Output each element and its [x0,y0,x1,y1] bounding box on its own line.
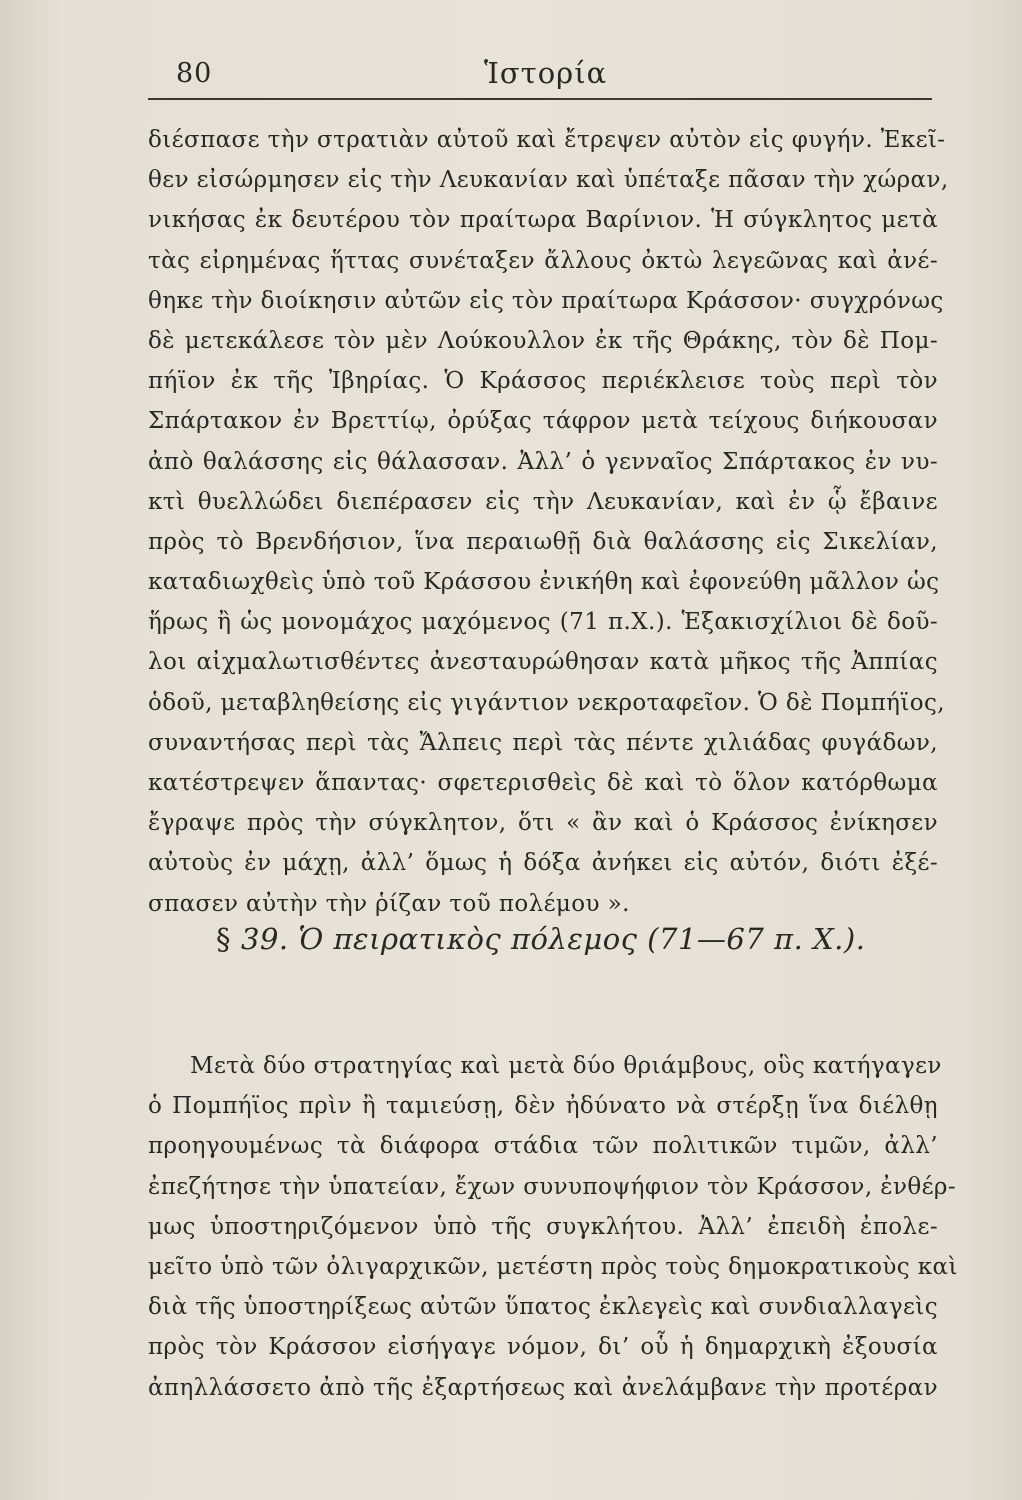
text-line: αὐτοὺς ἐν μάχῃ, ἀλλ’ ὅμως ἡ δόξα ἀνήκει εἰς αὐτόν, διότι ἐξέ- [148,850,938,877]
text-line: δὲ μετεκάλεσε τὸν μὲν Λούκουλλον ἐκ τῆς Θράκης, τὸν δὲ Πομ- [148,327,938,354]
text-line: ὁδοῦ, μεταβληθείσης εἰς γιγάντιον νεκροταφεῖον. Ὁ δὲ Πομπήϊος, [148,689,945,716]
text-line: διέσπασε τὴν στρατιὰν αὐτοῦ καὶ ἔτρεψεν αὐτὸν εἰς φυγήν. Ἐκεῖ- [148,127,946,153]
text-line: προηγουμένως τὰ διάφορα στάδια τῶν πολιτικῶν τιμῶν, ἀλλ’ [148,1133,938,1160]
text-line: κατέστρεψεν ἅπαντας· σφετερισθεὶς δὲ καὶ τὸ ὅλον κατόρθωμα [148,770,938,796]
text-line: ἐπεζήτησε τὴν ὑπατείαν, ἔχων συνυποψήφιον τὸν Κράσσον, ἐνθέρ- [148,1173,957,1200]
text-line: ἥρως ἢ ὡς μονομάχος μαχόμενος (71 π.Χ.). Ἑξακισχίλιοι δὲ δοῦ- [148,609,938,636]
text-line: καταδιωχθεὶς ὑπὸ τοῦ Κράσσου ἐνικήθη καὶ ἐφονεύθη μᾶλλον ὡς [148,569,940,596]
text-line: πρὸς τὸ Βρενδήσιον, ἵνα περαιωθῇ διὰ θαλάσσης εἰς Σικελίαν, [148,528,938,555]
text-line: συναντήσας περὶ τὰς Ἄλπεις περὶ τὰς πέντε χιλιάδας φυγάδων, [148,729,938,756]
text-line: λοι αἰχμαλωτισθέντες ἀνεσταυρώθησαν κατὰ μῆκος τῆς Ἀππίας [148,649,938,676]
text-line: κτὶ θυελλώδει διεπέρασεν εἰς τὴν Λευκανίαν, καὶ ἐν ᾧ ἔβαινε [148,488,938,515]
text-line: ὁ Πομπήϊος πρὶν ἢ ταμιεύσῃ, δὲν ἠδύνατο νὰ στέρξῃ ἵνα διέλθῃ [148,1093,938,1120]
text-line: Σπάρτακον ἐν Βρεττίῳ, ὀρύξας τάφρον μετὰ τείχους διήκουσαν [148,408,938,435]
text-line: πρὸς τὸν Κράσσον εἰσήγαγε νόμον, δι’ οὗ ἡ δημαρχικὴ ἐξουσία [148,1334,938,1361]
section-symbol: § [216,922,231,956]
text-line: ἀπὸ θαλάσσης εἰς θάλασσαν. Ἀλλ’ ὁ γενναῖος Σπάρτακος ἐν νυ- [148,448,938,475]
section-heading [216,922,916,956]
text-line: πήϊον ἐκ τῆς Ἰβηρίας. Ὁ Κράσσος περιέκλεισε τοὺς περὶ τὸν [148,368,938,395]
text-line: ἀπηλλάσσετο ἀπὸ τῆς ἐξαρτήσεως καὶ ἀνελάμβανε τὴν προτέραν [148,1374,938,1401]
page-header [148,52,932,100]
text-line: σπασεν αὐτὴν τὴν ῥίζαν τοῦ πολέμου ». [148,890,630,917]
text-line: μεῖτο ὑπὸ τῶν ὀλιγαρχικῶν, μετέστη πρὸς τοὺς δημοκρατικοὺς καὶ [148,1253,958,1280]
text-line: διὰ τῆς ὑποστηρίξεως αὐτῶν ὕπατος ἐκλεγεὶς καὶ συνδιαλλαγεὶς [148,1294,938,1321]
section-title: 39. Ὁ πειρατικὸς πόλεμος (71—67 π. Χ.). [241,922,866,956]
text-line: Μετὰ δύο στρατηγίας καὶ μετὰ δύο θριάμβους, οὓς κατήγαγεν [190,1053,942,1079]
text-line: θηκε τὴν διοίκησιν αὐτῶν εἰς τὸν πραίτωρα Κράσσον· συγχρόνως [148,287,944,314]
running-title: Ἱστορία [484,56,608,90]
text-line: ἔγραψε πρὸς τὴν σύγκλητον, ὅτι « ἂν καὶ ὁ Κράσσος ἐνίκησεν [148,810,938,837]
page-number: 80 [176,58,213,89]
paragraph-pirate-war [148,1046,958,1408]
text-line: νικήσας ἐκ δευτέρου τὸν πραίτωρα Βαρίνιον. Ἡ σύγκλητος μετὰ [148,207,938,234]
paragraph-spartacus [148,120,949,924]
text-line: τὰς εἰρημένας ἥττας συνέταξεν ἄλλους ὀκτὼ λεγεῶνας καὶ ἀνέ- [148,247,938,274]
text-line: μως ὑποστηριζόμενον ὑπὸ τῆς συγκλήτου. Ἀλλ’ ἐπειδὴ ἐπολε- [148,1213,938,1240]
text-line: θεν εἰσώρμησεν εἰς τὴν Λευκανίαν καὶ ὑπέταξε πᾶσαν τὴν χώραν, [148,167,949,194]
